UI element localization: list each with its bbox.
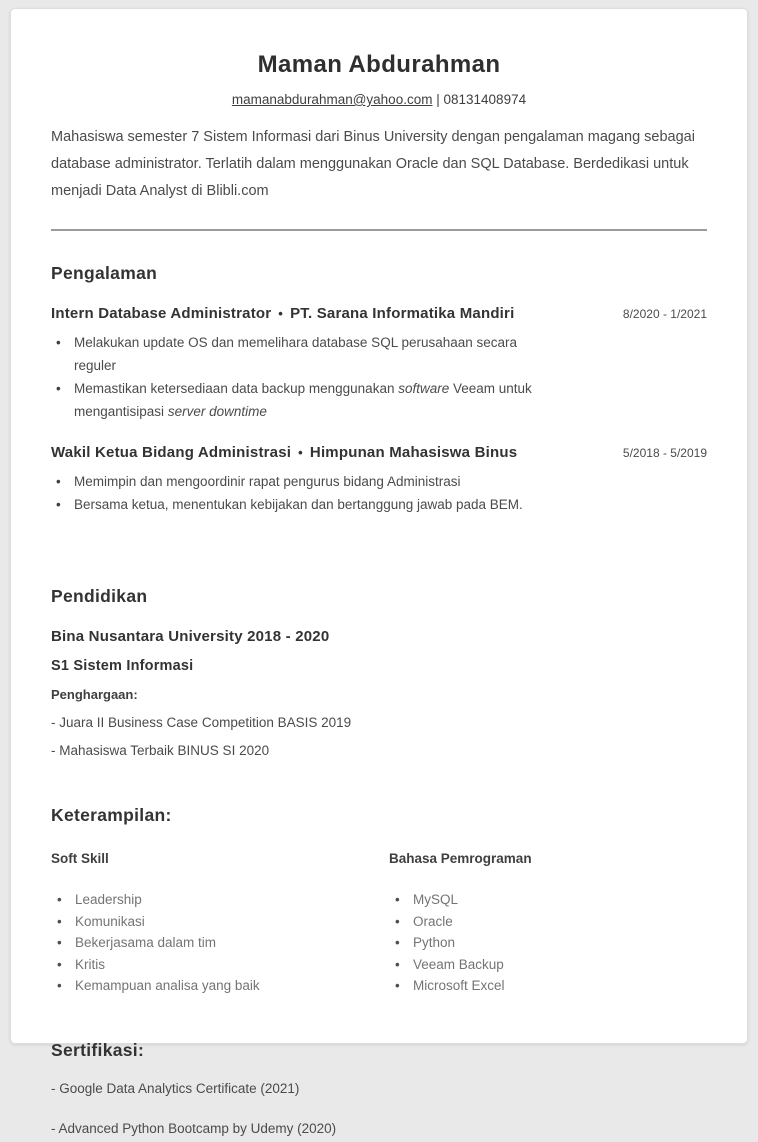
skill-item: • Kritis: [51, 954, 389, 976]
certifications-heading: Sertifikasi:: [51, 1039, 145, 1060]
job-header: [51, 305, 707, 322]
job-header: [51, 444, 707, 461]
contact-line: [51, 92, 707, 107]
skill-item: • Microsoft Excel: [389, 975, 707, 997]
job-bullet-list: [51, 331, 561, 423]
skill-item: • Bekerjasama dalam tim: [51, 932, 389, 954]
award-item: - Juara II Business Case Competition BASIS 2019: [51, 715, 352, 730]
job-company: Himpunan Mahasiswa Binus: [309, 444, 518, 461]
contact-separator: |: [436, 92, 440, 107]
job-title: [51, 305, 514, 322]
job-company: PT. Sarana Informatika Mandiri: [290, 305, 515, 322]
certification-item: - Google Data Analytics Certificate (2021): [51, 1080, 300, 1096]
school-name: Bina Nusantara University 2018 - 2020: [51, 628, 330, 645]
soft-skills-column: [51, 851, 389, 997]
skill-item: • Leadership: [51, 889, 389, 911]
programming-languages-list: [389, 889, 707, 997]
skill-item: • Kemampuan analisa yang baik: [51, 975, 389, 997]
soft-skills-list: [51, 889, 389, 997]
job-bullet: [51, 377, 561, 423]
skills-columns: [51, 851, 707, 997]
bullet-italic-text: software: [398, 381, 450, 396]
experience-section: [51, 263, 707, 516]
resume-page: [10, 8, 748, 1136]
award-item: - Mahasiswa Terbaik BINUS SI 2020: [51, 743, 270, 758]
job-bullet: • Bersama ketua, menentukan kebijakan dan bertanggung jawab pada BEM.: [51, 493, 561, 516]
bullet-text: Veeam untuk mengantisipasi: [74, 381, 532, 419]
job-title-separator: •: [278, 306, 284, 321]
certifications-section: [51, 1040, 707, 1142]
resume-header: [51, 51, 707, 205]
skill-item: • MySQL: [389, 889, 707, 911]
resume-name: Maman Abdurahman: [257, 51, 501, 78]
bullet-italic-text: server downtime: [167, 404, 267, 419]
awards-label: Penghargaan:: [51, 687, 138, 702]
bullet-text: Memastikan ketersediaan data backup menggunakan: [74, 381, 399, 396]
skills-heading: Keterampilan:: [51, 805, 172, 825]
job-bullet: • Melakukan update OS dan memelihara database SQL perusahaan secara reguler: [51, 331, 561, 377]
job-title-separator: •: [298, 445, 303, 460]
job-role: Wakil Ketua Bidang Administrasi: [51, 444, 292, 461]
degree: S1 Sistem Informasi: [51, 658, 194, 674]
header-divider: [51, 229, 707, 231]
programming-languages-column: [389, 851, 707, 997]
education-section: [51, 586, 707, 758]
job-bullet-list: [51, 470, 561, 516]
job-role: Intern Database Administrator: [51, 305, 272, 322]
phone-number: 08131408974: [443, 92, 527, 107]
email-link[interactable]: mamanabdurahman@yahoo.com: [231, 92, 433, 107]
skill-item: • Python: [389, 932, 707, 954]
skill-item: • Oracle: [389, 911, 707, 933]
skill-item: • Veeam Backup: [389, 954, 707, 976]
job-dates: 8/2020 - 1/2021: [622, 307, 707, 321]
job-entry: [51, 305, 707, 423]
job-title: [51, 444, 517, 461]
summary-text: Mahasiswa semester 7 Sistem Informasi dari Binus University dengan pengalaman magang sebagai database administrator. Terlatih dalam menggunakan Oracle dan SQL Database. Berdedikasi untuk menjadi Data Analyst di Blibli.com: [51, 129, 695, 199]
experience-heading: Pengalaman: [51, 263, 158, 283]
programming-languages-title: Bahasa Pemrograman: [389, 851, 532, 866]
certification-item: - Advanced Python Bootcamp by Udemy (2020): [51, 1120, 337, 1136]
skills-section: [51, 805, 707, 997]
job-dates: 5/2018 - 5/2019: [622, 446, 707, 460]
job-bullet: • Memimpin dan mengoordinir rapat pengurus bidang Administrasi: [51, 470, 561, 493]
skill-item: • Komunikasi: [51, 911, 389, 933]
education-heading: Pendidikan: [51, 586, 148, 606]
job-entry: [51, 444, 707, 516]
soft-skills-title: Soft Skill: [51, 851, 109, 866]
